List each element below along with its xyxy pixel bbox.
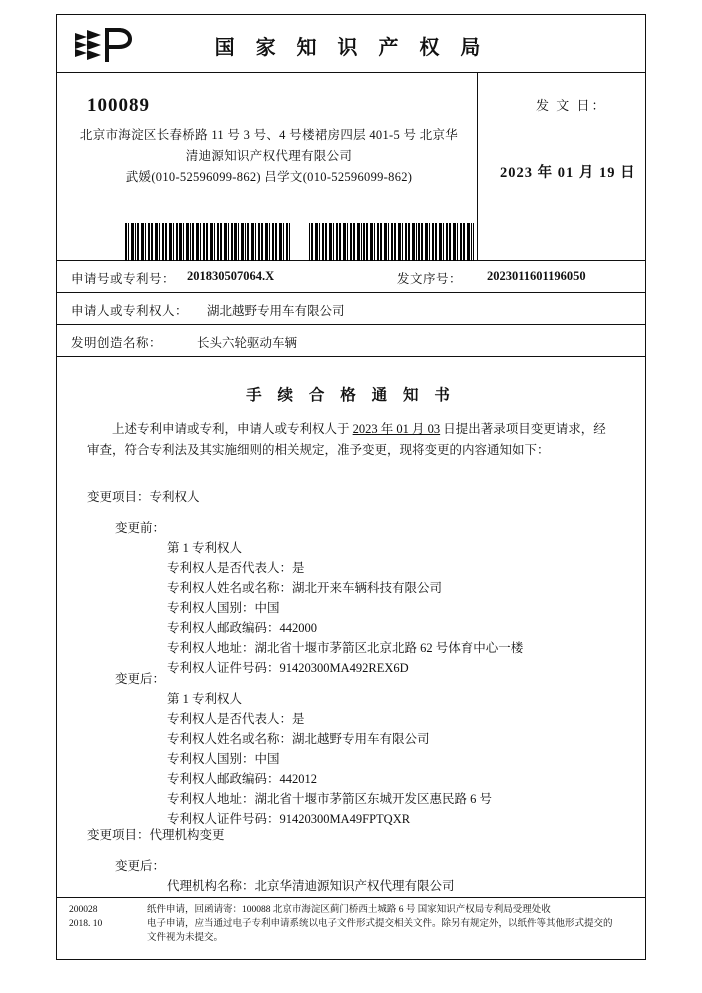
applicant-value: 湖北越野专用车有限公司	[207, 304, 345, 318]
change-after-group: 第 1 专利权人	[167, 692, 243, 706]
issue-date-label: 发 文 日：	[536, 98, 607, 113]
change-before-label: 变更前：	[115, 521, 166, 535]
change-before-block	[87, 518, 523, 678]
barcode-right	[309, 223, 474, 261]
change-item-label-1: 变更项目：专利权人	[87, 490, 200, 504]
change-after-field-5: 专利权人地址：湖北省十堰市茅箭区东城开发区惠民路 6 号	[167, 792, 493, 806]
change-item-heading-1	[87, 487, 200, 507]
notice-paragraph	[87, 419, 617, 461]
change-after-field-6: 专利权人证件号码：91420300MA49FPTQXR	[167, 812, 411, 826]
document-frame	[56, 14, 646, 960]
invention-title-row	[57, 325, 645, 357]
change-before-field-3: 专利权人国别：中国	[167, 601, 280, 615]
change-item-label-2: 变更项目：代理机构变更	[87, 828, 225, 842]
application-number-row	[57, 261, 645, 293]
application-number-label: 申请号或专利号：	[71, 272, 176, 286]
paragraph-pre: 上述专利申请或专利，申请人或专利权人于	[112, 422, 353, 436]
footer-code-line-2: 2018. 10	[69, 919, 103, 929]
application-number-value: 201830507064.X	[187, 269, 275, 283]
issue-date-block	[477, 73, 645, 260]
barcode-area	[57, 223, 477, 263]
applicant-label: 申请人或专利权人：	[71, 304, 189, 318]
invention-title-value: 长头六轮驱动车辆	[197, 336, 298, 350]
change-before-field-5: 专利权人地址：湖北省十堰市茅箭区北京北路 62 号体育中心一楼	[167, 641, 524, 655]
addressee-line-2: 清迪源知识产权代理有限公司	[185, 149, 353, 163]
address-row	[57, 73, 645, 261]
postcode: 100089	[87, 95, 150, 116]
footer-note-line-1: 纸件申请，回函请寄：100088 北京市海淀区蓟门桥西土城路 6 号 国家知识产权局专利局受理处收	[147, 905, 551, 915]
change-after-field-3: 专利权人国别：中国	[167, 752, 280, 766]
change-before-field-4: 专利权人邮政编码：442000	[167, 621, 318, 635]
change-after-field-1: 专利权人是否代表人：是	[167, 712, 305, 726]
change-after-block	[87, 669, 492, 829]
change-before-field-2: 专利权人姓名或名称：湖北开来车辆科技有限公司	[167, 581, 443, 595]
serial-number-label: 发文序号：	[397, 272, 463, 286]
addressee-line-3: 武媛(010-52596099-862) 吕学文(010-52596099-862)	[125, 170, 413, 184]
document-header	[57, 15, 645, 73]
change-item-heading-2	[87, 825, 225, 845]
paragraph-date: 2023 年 01 月 03	[352, 422, 441, 436]
change-before-field-6: 专利权人证件号码：91420300MA492REX6D	[167, 661, 409, 675]
footer-code-line-1: 200028	[69, 905, 98, 915]
paragraph-post: 日提出著录项目变更请求，经审查，符合专利法及其实施细则的相关规定，准予变更，现将变更的内容通知如下：	[87, 422, 606, 457]
footer-note-line-3: 文件视为未提交。	[147, 933, 224, 943]
agency-name-field: 代理机构名称：北京华清迪源知识产权代理有限公司	[167, 879, 455, 893]
footer-divider	[57, 897, 645, 898]
serial-number-value: 2023011601196050	[487, 269, 586, 283]
change-before-group: 第 1 专利权人	[167, 541, 243, 555]
invention-title-label: 发明创造名称：	[71, 336, 163, 350]
applicant-row	[57, 293, 645, 325]
barcode-left	[125, 223, 290, 261]
change-after-field-2: 专利权人姓名或名称：湖北越野专用车有限公司	[167, 732, 430, 746]
agency-change-block	[87, 856, 455, 896]
change-before-field-1: 专利权人是否代表人：是	[167, 561, 305, 575]
addressee-lines	[71, 125, 467, 188]
addressee-line-1: 北京市海淀区长春桥路 11 号 3 号、4 号楼裙房四层 401-5 号 北京华	[79, 128, 459, 142]
footer-form-code	[69, 903, 102, 931]
change-after-field-4: 专利权人邮政编码：442012	[167, 772, 318, 786]
footer-note-line-2: 电子申请，应当通过电子专利申请系统以电子文件形式提交相关文件。除另有规定外，以纸件等其他形式提交的	[147, 919, 613, 929]
page-title: 国 家 知 识 产 权 局	[214, 35, 488, 59]
notice-title: 手 续 合 格 通 知 书	[246, 387, 456, 404]
change-after-label: 变更后：	[115, 672, 166, 686]
issue-date-value: 2023 年 01 月 19 日	[500, 165, 636, 181]
agency-change-label: 变更后：	[115, 859, 166, 873]
footer-notes	[147, 903, 637, 945]
